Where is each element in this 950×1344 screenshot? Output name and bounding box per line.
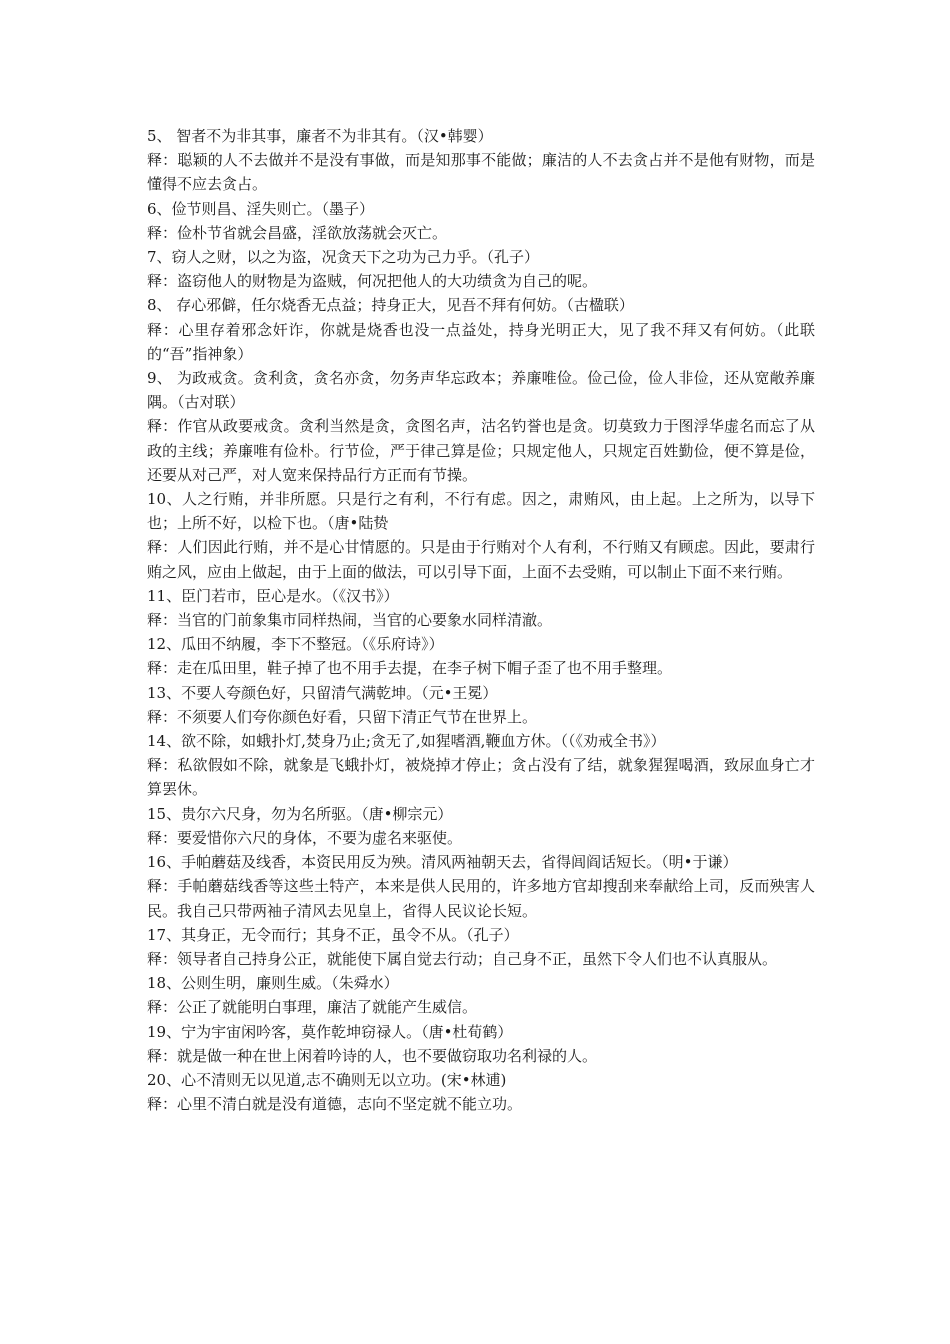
quote-line: 9、 为政戒贪。贪利贪，贪名亦贪，勿务声华忘政本；养廉唯俭。俭己俭，俭人非俭，还从宽敞养廉隅。（古对联） <box>147 369 815 412</box>
explanation-line: 释：心里存着邪念奸诈，你就是烧香也没一点益处，持身光明正大，见了我不拜又有何妨。（此联的“吾”指神象） <box>147 320 815 363</box>
quote-line: 13、不要人夸颜色好，只留清气满乾坤。（元•王冕） <box>147 683 498 702</box>
entry <box>147 293 815 366</box>
quote-line: 16、手帕蘑菇及线香，本资民用反为殃。清风两袖朝天去，省得闾阎话短长。（明•于谦） <box>147 853 738 872</box>
explanation-line: 释：要爱惜你六尺的身体，不要为虚名来驱使。 <box>147 828 463 847</box>
entry <box>147 850 815 923</box>
entry <box>147 245 815 293</box>
entry <box>147 729 815 802</box>
entry <box>147 802 815 850</box>
entry <box>147 1020 815 1068</box>
quote-line: 10、人之行贿，并非所愿。只是行之有利，不行有虑。因之，肃贿风，由上起。上之所为，以导下也；上所不好，以检下也。（唐•陆贽 <box>147 490 815 533</box>
quote-line: 12、瓜田不纳履，李下不整冠。（《乐府诗》） <box>147 635 444 654</box>
document-body <box>147 124 815 1116</box>
explanation-line: 释：私欲假如不除，就象是飞蛾扑灯，被烧掉才停止；贪占没有了结，就象猩猩喝酒，致尿血身亡才算罢休。 <box>147 756 815 799</box>
entry <box>147 366 815 487</box>
entry <box>147 923 815 971</box>
entry <box>147 197 815 245</box>
entry <box>147 584 815 632</box>
quote-line: 11、臣门若市，臣心是水。（《汉书》） <box>147 586 399 605</box>
explanation-line: 释：聪颖的人不去做并不是没有事做，而是知那事不能做；廉洁的人不去贪占并不是他有财物，而是懂得不应去贪占。 <box>147 151 815 194</box>
entry <box>147 124 815 197</box>
explanation-line: 释：人们因此行贿，并不是心甘情愿的。只是由于行贿对个人有利，不行贿又有顾虑。因此，要肃行贿之风，应由上做起，由于上面的做法，可以引导下面，上面不去受贿，可以制止下面不来行贿。 <box>147 538 815 581</box>
explanation-line: 释：手帕蘑菇线香等这些土特产，本来是供人民用的，许多地方官却搜刮来奉献给上司，反而殃害人民。我自己只带两袖子清风去见皇上，省得人民议论长短。 <box>147 877 815 920</box>
explanation-line: 释：领导者自己持身公正，就能使下属自觉去行动；自己身不正，虽然下令人们也不认真服从。 <box>147 949 778 968</box>
quote-line: 18、公则生明，廉则生威。（朱舜水） <box>147 974 399 993</box>
explanation-line: 释：就是做一种在世上闲着吟诗的人，也不要做窃取功名利禄的人。 <box>147 1046 598 1065</box>
explanation-line: 释：俭朴节省就会昌盛，淫欲放荡就会灭亡。 <box>147 223 448 242</box>
explanation-line: 释：心里不清白就是没有道德，志向不坚定就不能立功。 <box>147 1095 523 1114</box>
quote-line: 20、心不清则无以见道,志不确则无以立功。(宋•林逋) <box>147 1070 507 1089</box>
entry <box>147 971 815 1019</box>
explanation-line: 释：不须要人们夸你颜色好看，只留下清正气节在世界上。 <box>147 707 538 726</box>
explanation-line: 释：公正了就能明白事理，廉洁了就能产生威信。 <box>147 998 478 1017</box>
quote-line: 14、欲不除，如蛾扑灯,焚身乃止;贪无了,如猩嗜酒,鞭血方休。（（《劝戒全书》） <box>147 732 666 751</box>
explanation-line: 释：当官的门前象集市同样热闹，当官的心要象水同样清澈。 <box>147 611 553 630</box>
quote-line: 15、贵尔六尺身，勿为名所驱。（唐•柳宗元） <box>147 804 453 823</box>
explanation-line: 释：盗窃他人的财物是为盗贼，何况把他人的大功绩贪为自己的呢。 <box>147 272 598 291</box>
quote-line: 17、其身正，无令而行；其身不正，虽令不从。（孔子） <box>147 925 519 944</box>
quote-line: 7、窃人之财，以之为盗，况贪天下之功为己力乎。（孔子） <box>147 248 540 267</box>
entry <box>147 487 815 584</box>
quote-line: 5、 智者不为非其事，廉者不为非其有。（汉•韩婴） <box>147 127 493 145</box>
explanation-line: 释：走在瓜田里，鞋子掉了也不用手去提，在李子树下帽子歪了也不用手整理。 <box>147 659 673 678</box>
entry <box>147 1068 815 1116</box>
explanation-line: 释：作官从政要戒贪。贪利当然是贪，贪图名声，沽名钓誉也是贪。切莫致力于图浮华虚名而忘了从政的主线；养廉唯有俭朴。行节俭，严于律己算是俭；只规定他人，只规定百姓勤俭，便不算是俭，还要从对己严，对人宽来保持品行方正而有节操。 <box>147 417 815 484</box>
entry <box>147 681 815 729</box>
quote-line: 6、俭节则昌、淫失则亡。（墨子） <box>147 199 375 218</box>
quote-line: 8、 存心邪僻，任尔烧香无点益；持身正大，见吾不拜有何妨。（古楹联） <box>147 296 634 315</box>
entry <box>147 632 815 680</box>
quote-line: 19、宁为宇宙闲吟客，莫作乾坤窃禄人。（唐•杜荀鹤） <box>147 1022 513 1041</box>
